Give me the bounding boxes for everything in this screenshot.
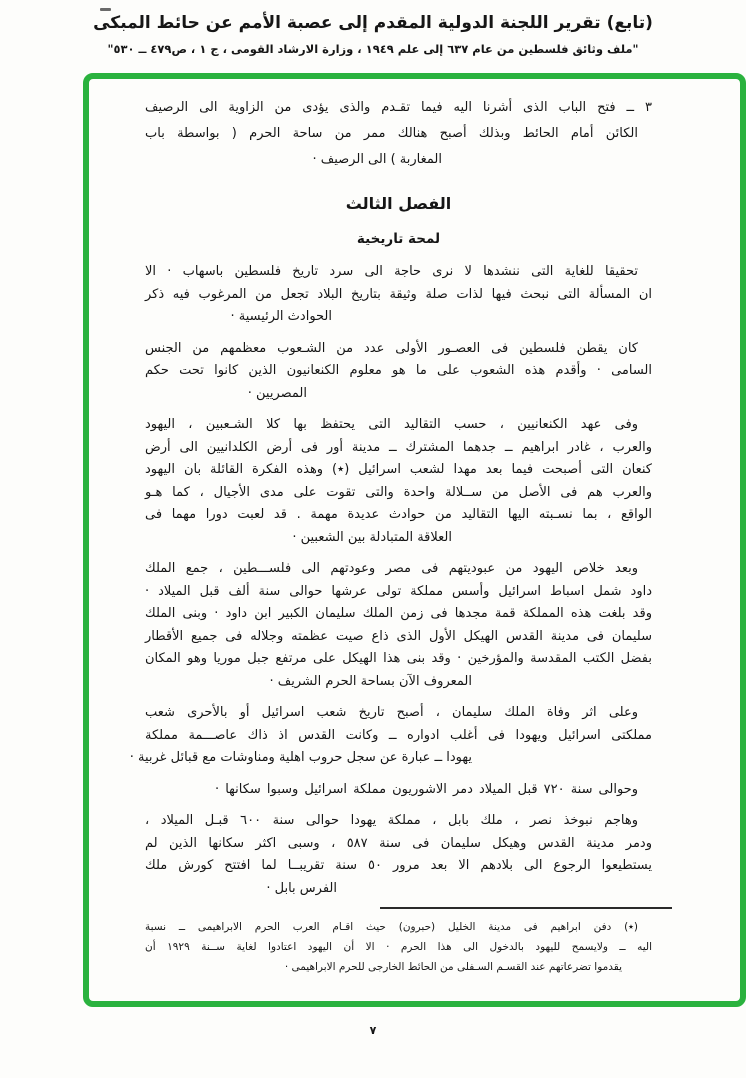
text-line: سليمان فى مدينة القدس الهيكل الأول الذى ذاع صيت عظمته وجلاله فى جميع الأقطار xyxy=(145,628,652,644)
page-number: ٧ xyxy=(369,1024,377,1037)
text-line: اليه ــ ولايسمح لليهود بالدخول الى هذا الحرم · الا أن اليهود اعتادوا لغاية ســنة ١٩٢٩ أن xyxy=(145,940,652,953)
text-line: يقدموا تضرعاتهم عند القسـم السـفلى من الحائط الخارجى للحرم الابراهيمى · xyxy=(284,960,622,973)
text-line: المصريين · xyxy=(247,385,307,401)
footnote xyxy=(145,917,652,977)
text-line: ٣ ــ فتح الباب الذى أشرنا اليه فيما تقـدم والذى يؤدى من الزاوية الى الرصيف xyxy=(145,100,652,115)
text-line: يهودا ــ عبارة عن سجل حروب اهلية ومناوشات مع قبائل غربية · xyxy=(129,750,472,765)
paragraph xyxy=(145,810,652,900)
text-line: وعلى اثر وفاة الملك سليمان ، أصبح تاريخ شعب اسرائيل أو بالأحرى شعب xyxy=(145,705,638,720)
text-line: ودمر مدينة القدس وهيكل سليمان فى سنة ٥٨٧ ، وسبى اكثر سكانها الذين لم xyxy=(145,835,652,851)
text-line: المعروف الآن بساحة الحرم الشريف · xyxy=(269,673,472,689)
text-line: وقد بلغت هذه المملكة قمة مجدها فى زمن الملك سليمان الكبير ابن داود · وبنى الملك xyxy=(145,606,652,621)
text-line: وبعد خلاص اليهود من عبوديتهم فى مصر وعودتهم الى فلســـطين ، جمع الملك xyxy=(145,561,638,576)
footnote-separator xyxy=(380,907,672,909)
content-frame xyxy=(83,73,746,1007)
text-line: السامى · وأقدم هذه الشعوب على ما هو معلوم الكنعانيون الذين كانوا تحت حكم xyxy=(145,363,652,378)
text-line: المغاربة ) الى الرصيف · xyxy=(312,152,442,167)
text-line: الواقع ، بما نسـبته اليها التقاليد من حوادث عديدة مهمة . قد لعبت دورا مهما فى xyxy=(145,507,652,522)
text-line: كان يقطن فلسطين فى العصـور الأولى عدد من الشـعوب معظمهم من الجنس xyxy=(145,340,638,356)
paragraph xyxy=(145,779,652,802)
text-line: كنعان التى أصبحت فيما بعد مهدا لشعب اسرائيل (٭) وهذه الفكرة القائلة بان اليهود xyxy=(145,462,652,477)
paragraph xyxy=(145,558,652,693)
text-line: وهاجم نبوخذ نصر ، ملك بابل ، مملكة يهودا حوالى سنة ٦٠٠ قبـل الميلاد ، xyxy=(145,813,638,828)
section-heading: لمحة تاريخية xyxy=(356,231,441,247)
text-line: الحوادث الرئيسية · xyxy=(230,309,332,324)
text-line: وحوالى سنة ٧٢٠ قبل الميلاد دمر الاشوريون مملكة اسرائيل وسبوا سكانها · xyxy=(215,781,638,797)
text-line: الكائن أمام الحائط وبذلك أصبح هنالك ممر من ساحة الحرم ( بواسطة باب xyxy=(145,126,638,141)
scan-artifact-dash xyxy=(100,8,111,11)
text-line: مملكتى اسرائيل ويهودا فى أغلب ادواره ــ وكانت القدس اذ ذاك عاصـــمة مملكة xyxy=(145,727,652,743)
paragraph xyxy=(129,702,652,770)
document-body xyxy=(89,79,740,977)
text-line: داود شمل اسباط اسرائيل وأسس مملكة تولى عرشها حوالى سنة ألف قبل الميلاد · xyxy=(145,583,652,599)
chapter-heading: الفصل الثالث xyxy=(345,194,452,213)
text-line: والعرب ، غادر ابراهيم ــ جدهما المشترك ــ مدينة أور فى أرض الكلدانيين الى أرض xyxy=(145,439,652,455)
page-header xyxy=(0,0,746,57)
source-citation: "ملف وثائق فلسطين من عام ٦٣٧ إلى علم ١٩٤٩ ، وزارة الارشاد القومى ، ج ١ ، ص٤٧٩ ــ ٥٣٠" xyxy=(107,42,639,56)
text-line: ان المسألة التى نبحث فيها لذات صلة وثيقة بتاريخ البلاد تجعل من المرغوب فيه ذكر xyxy=(145,286,652,302)
text-line: تحقيقا للغاية التى ننشدها لا نرى حاجة الى سرد تاريخ فلسطين باسهاب · الا xyxy=(145,264,638,279)
paragraph xyxy=(145,261,652,329)
text-line: بفضل الكتب المقدسة والمؤرخين · وقد بنى هذا الهيكل على مرتفع جبل موريا وهو المكان xyxy=(145,651,652,666)
text-line: وفى عهد الكنعانيين ، حسب التقاليد التى يحتفظ بها كلا الشـعبين ، اليهود xyxy=(145,417,638,432)
paragraph xyxy=(145,338,652,406)
paragraph xyxy=(145,414,652,549)
report-header-title: (تابع) تقرير اللجنة الدولية المقدم إلى عصبة الأمم عن حائط المبكى xyxy=(93,13,653,33)
text-line: الفرس بابل · xyxy=(266,880,337,896)
text-line: العلاقة المتبادلة بين الشعبين · xyxy=(292,529,452,545)
text-line: (٭) دفن ابراهيم فى مدينة الخليل (حبرون) حيث اقـام العرب الحرم الابراهيمى ــ نسبة xyxy=(145,920,638,933)
text-line: يستطيعوا الرجوع الى بلادهم الا بعد مرور ٥٠ سنة تقريبــا لما افتتح كورش ملك xyxy=(145,858,652,873)
text-line: والعرب هم فى الأصل من ســلالة واحدة والتى تقوت على مدى الأجيال ، كما هـو xyxy=(145,484,652,500)
numbered-item-3 xyxy=(145,95,652,173)
